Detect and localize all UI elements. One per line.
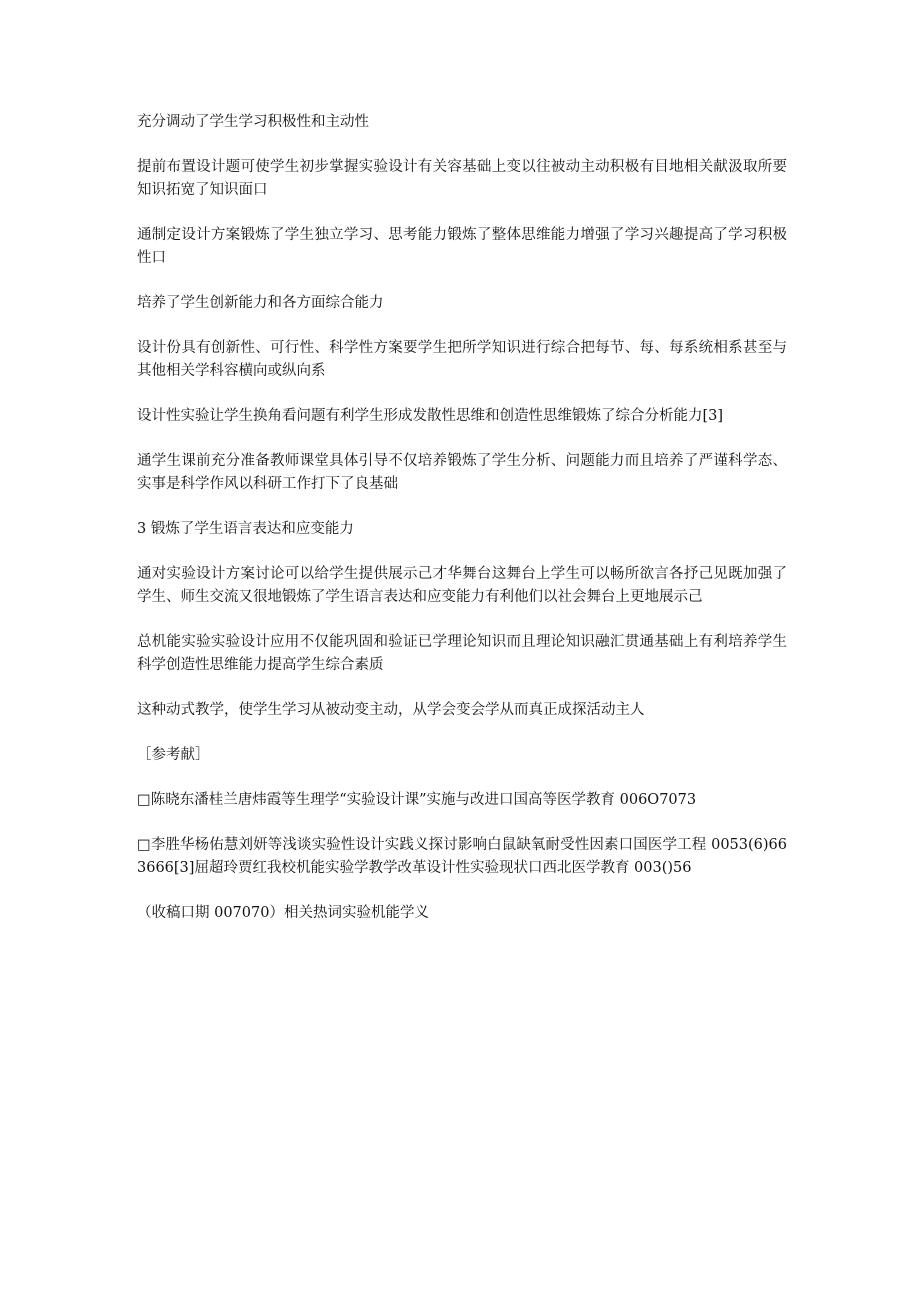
paragraph: 通对实验设计方案讨论可以给学生提供展示己才华舞台这舞台上学生可以畅所欲言各抒己见既加强了学生、师生交流又很地锻炼了学生语言表达和应变能力有利他们以社会舞台上更地展示己 <box>137 566 787 605</box>
paragraph: 通学生课前充分准备教师课堂具体引导不仅培养锻炼了学生分析、问题能力而且培养了严谨科学态、实事是科学作风以科研工作打下了良基础 <box>137 453 787 492</box>
section-heading: 3 锻炼了学生语言表达和应变能力 <box>137 521 354 537</box>
paragraph: 这种动式教学，使学生学习从被动变主动，从学会变会学从而真正成探活动主人 <box>137 702 645 718</box>
paragraph: 通制定设计方案锻炼了学生独立学习、思考能力锻炼了整体思维能力增强了学习兴趣提高了学习积极性口 <box>137 227 787 266</box>
paragraph: 充分调动了学生学习积极性和主动性 <box>137 114 369 130</box>
reference-item: □李胜华杨佑慧刘妍等浅谈实验性设计实践义探讨影响白鼠缺氧耐受性因素口国医学工程 0053(6)663666[3]屈超玲贾红我校机能实验学教学改革设计性实验现状口西北医学教育 003()56 <box>137 837 787 876</box>
paragraph: 总机能实验实验设计应用不仅能巩固和验证已学理论知识而且理论知识融汇贯通基础上有利培养学生科学创造性思维能力提高学生综合素质 <box>137 634 787 673</box>
reference-item: □陈晓东潘桂兰唐炜霞等生理学“实验设计课”实施与改进口国高等医学教育 006O7073 <box>137 792 697 808</box>
paragraph: 设计性实验让学生换角看问题有利学生形成发散性思维和创造性思维锻炼了综合分析能力[3] <box>137 408 724 424</box>
document-body <box>137 111 787 947</box>
references-heading: ［参考献］ <box>137 747 210 763</box>
paragraph: 培养了学生创新能力和各方面综合能力 <box>137 295 384 311</box>
received-date-note: （收稿口期 007070）相关热词实验机能学义 <box>137 905 429 921</box>
paragraph: 设计份具有创新性、可行性、科学性方案要学生把所学知识进行综合把每节、每、每系统相系甚至与其他相关学科容横向或纵向系 <box>137 340 787 379</box>
paragraph: 提前布置设计题可使学生初步掌握实验设计有关容基础上变以往被动主动积极有目地相关献汲取所要知识拓宽了知识面口 <box>137 159 787 198</box>
